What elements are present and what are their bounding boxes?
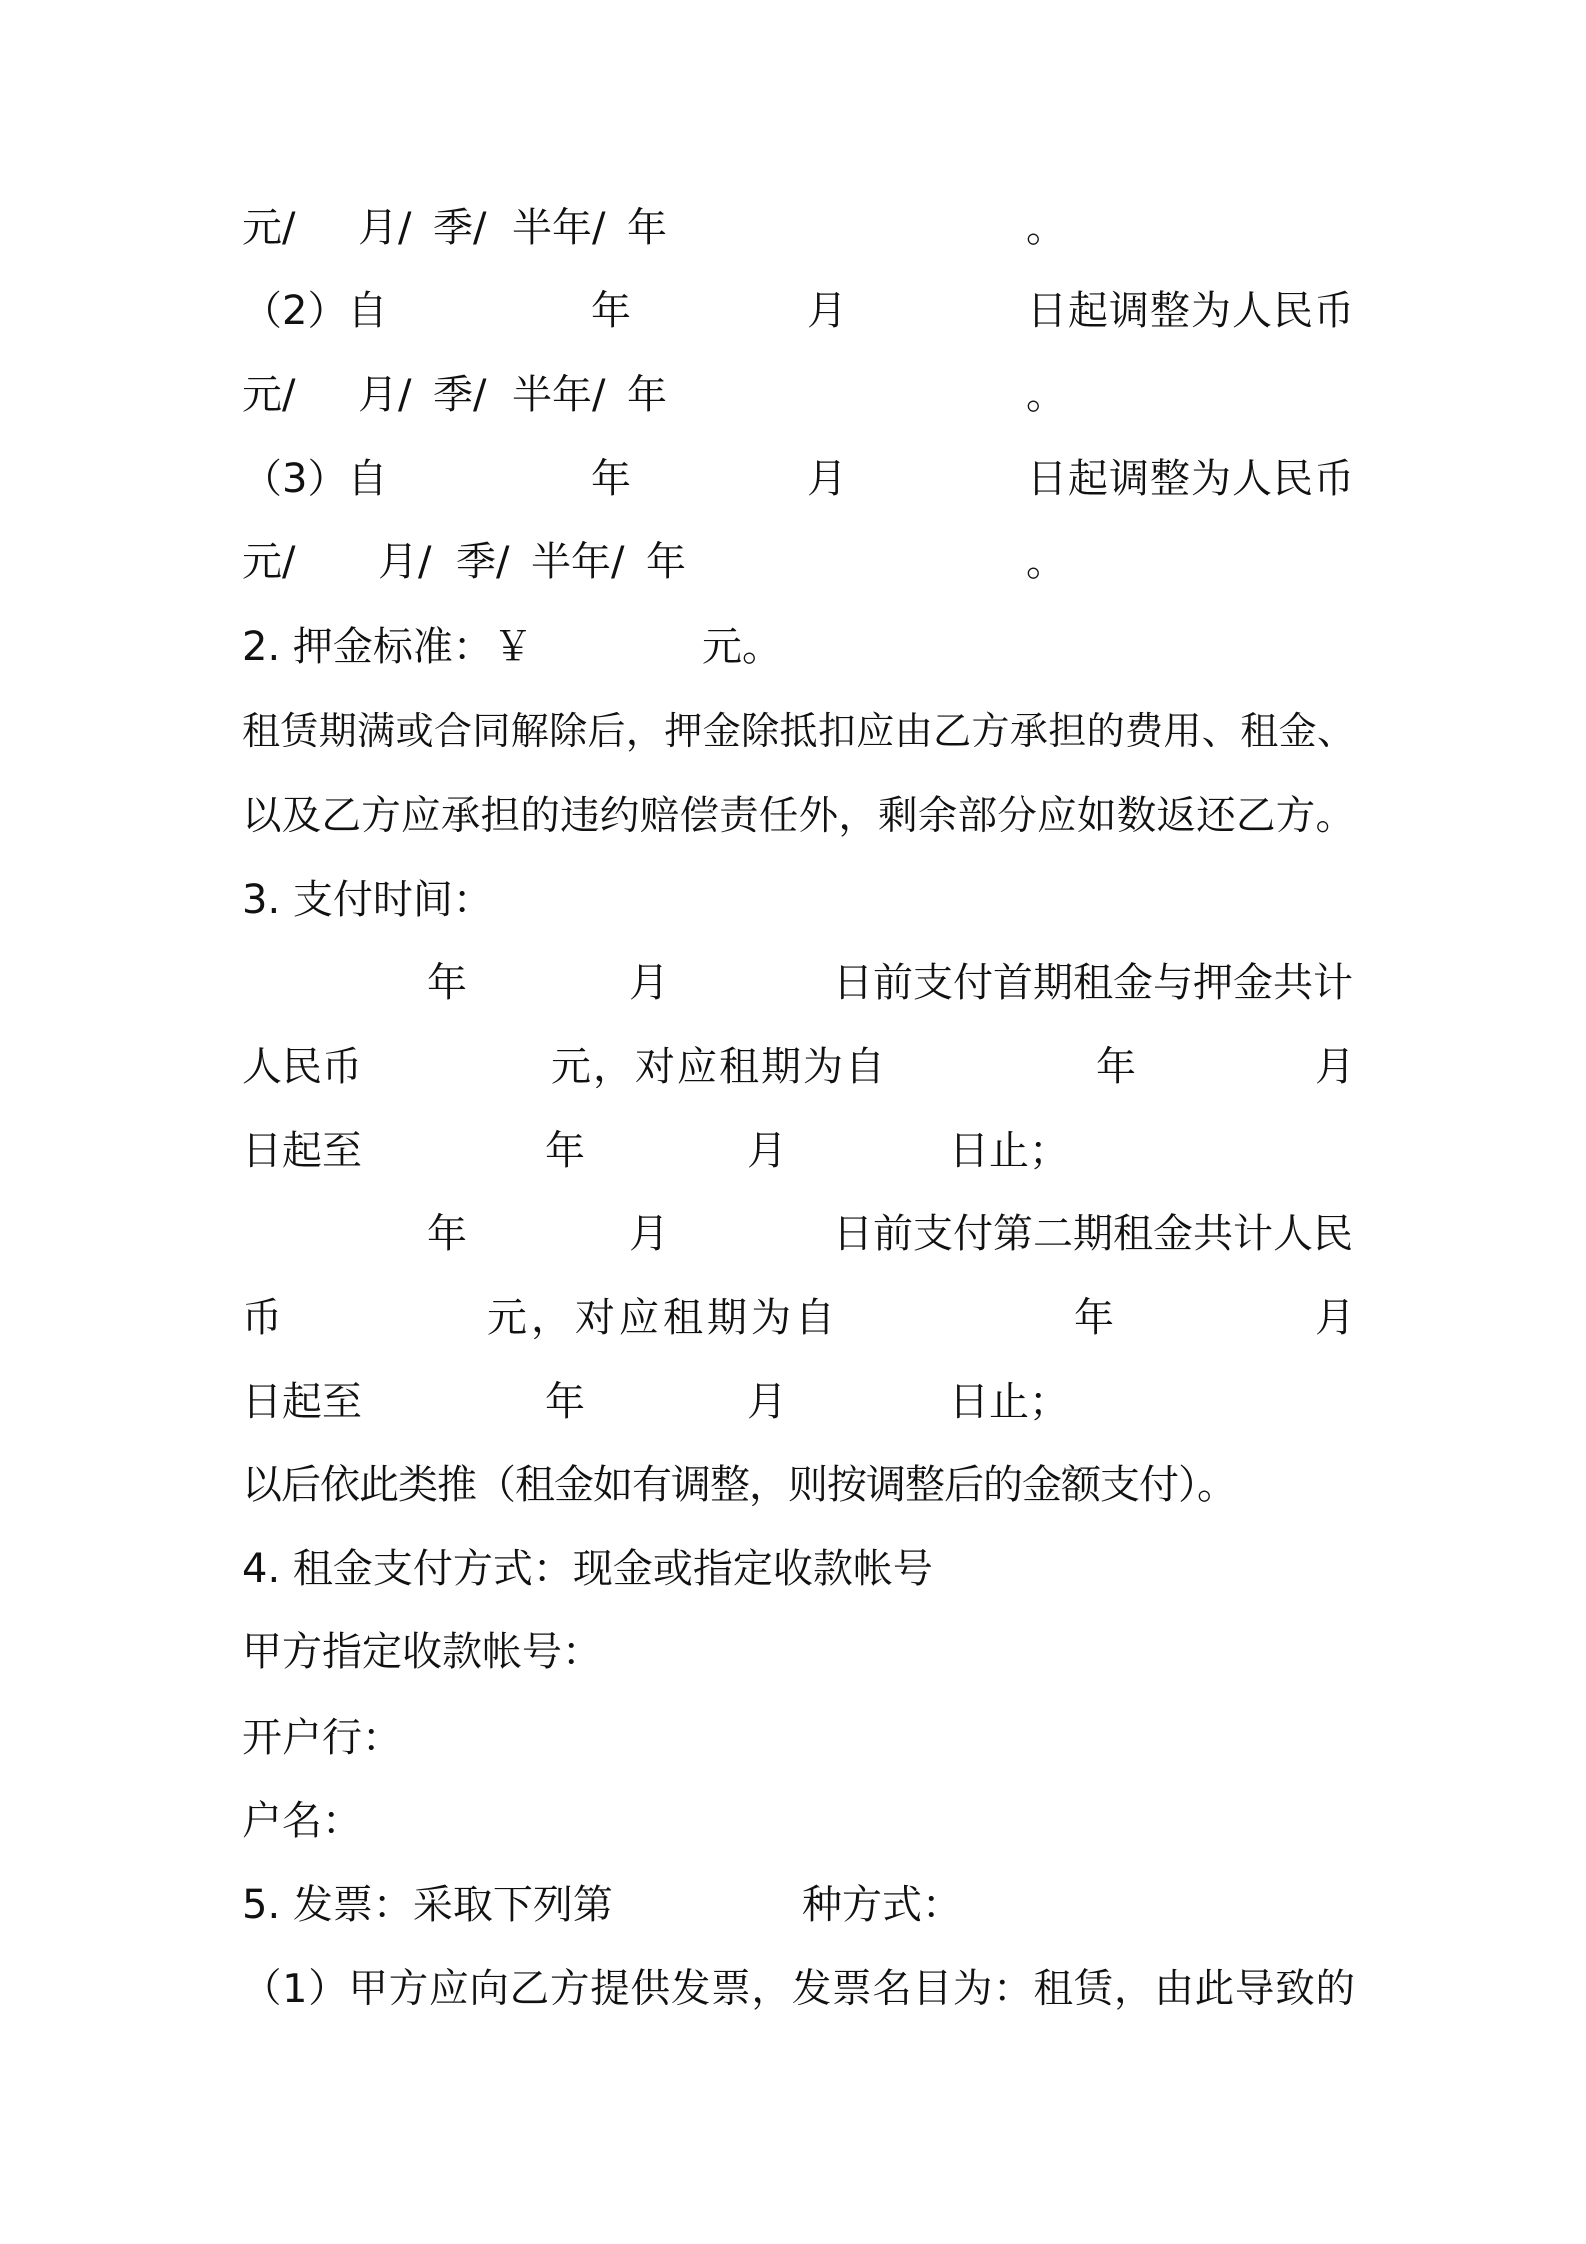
deposit-refund-text-2: 以及乙方应承担的违约赔偿责任外，剩余部分应如数返还乙方。 (242, 793, 1355, 839)
unit-yuan: 元/ (242, 539, 296, 585)
unit-half-year: 半年/ (512, 205, 606, 251)
first-period-line-3 (0, 1127, 1586, 1175)
unit-half-year: 半年/ (531, 539, 625, 585)
second-period-until-text: 日起至 (242, 1379, 362, 1425)
sentence-end-mark: 。 (1026, 539, 1066, 585)
payment-note-line (0, 1461, 1586, 1509)
account-label: 甲方指定收款帐号： (242, 1629, 602, 1675)
invoice-heading: 5. 发票：采取下列第 (242, 1882, 613, 1928)
item-3-month: 月 (807, 456, 847, 502)
second-period-year: 年 (427, 1211, 467, 1257)
item-2-label: （2）自 (242, 288, 388, 334)
second-period-line-2 (0, 1294, 1586, 1342)
deposit-refund-text-1: 租赁期满或合同解除后，押金除抵扣应由乙方承担的费用、租金、 (242, 709, 1355, 753)
invoice-option-1: （1）甲方应向乙方提供发票，发票名目为：租赁，由此导致的 (242, 1966, 1355, 2012)
first-period-line-2 (0, 1043, 1586, 1091)
rent-adjust-units-line-3 (0, 538, 1586, 586)
second-period-term-text: 元，对应租期为自 (487, 1295, 839, 1341)
rent-adjust-units-line-2 (0, 371, 1586, 419)
item-3-adjust-text: 日起调整为人民币 (1027, 456, 1355, 502)
second-period-currency: 币 (242, 1295, 282, 1341)
item-2-year: 年 (591, 288, 631, 334)
first-period-end-month: 月 (747, 1128, 787, 1174)
first-period-year: 年 (427, 960, 467, 1006)
account-name-label-line (0, 1797, 1586, 1845)
unit-quarter: 季/ (433, 205, 487, 251)
first-period-start-month: 月 (1315, 1044, 1355, 1090)
first-period-text: 日前支付首期租金与押金共计 (833, 960, 1353, 1006)
unit-month: 月/ (358, 372, 412, 418)
first-period-end-day: 日止； (949, 1128, 1069, 1174)
unit-month: 月/ (358, 205, 412, 251)
second-period-month: 月 (629, 1211, 669, 1257)
deposit-refund-line-2 (0, 792, 1586, 840)
sentence-end-mark: 。 (1026, 205, 1066, 251)
first-period-term-text: 元，对应租期为自 (551, 1044, 887, 1090)
unit-yuan: 元/ (242, 205, 296, 251)
rent-adjust-item-2 (0, 287, 1586, 335)
second-period-end-year: 年 (545, 1379, 585, 1425)
first-period-currency: 人民币 (242, 1044, 362, 1090)
unit-quarter: 季/ (433, 372, 487, 418)
payment-note: 以后依此类推（租金如有调整，则按调整后的金额支付）。 (242, 1462, 1236, 1508)
item-3-year: 年 (591, 456, 631, 502)
second-period-line-3 (0, 1378, 1586, 1426)
item-2-month: 月 (807, 288, 847, 334)
bank-label-line (0, 1714, 1586, 1762)
second-period-line-1 (0, 1210, 1586, 1258)
unit-month: 月/ (378, 539, 432, 585)
unit-half-year: 半年/ (512, 372, 606, 418)
invoice-heading-line (0, 1881, 1586, 1929)
item-2-adjust-text: 日起调整为人民币 (1027, 288, 1355, 334)
second-period-start-year: 年 (1074, 1295, 1114, 1341)
payment-time-heading-line (0, 876, 1586, 924)
rent-adjust-item-3 (0, 455, 1586, 503)
deposit-heading: 2. 押金标准：￥ (242, 624, 533, 670)
invoice-option-1-line (0, 1965, 1586, 2013)
unit-yuan: 元/ (242, 372, 296, 418)
payment-time-heading: 3. 支付时间： (242, 877, 493, 923)
first-period-until-text: 日起至 (242, 1128, 362, 1174)
bank-label: 开户行： (242, 1715, 402, 1761)
first-period-month: 月 (629, 960, 669, 1006)
unit-quarter: 季/ (456, 539, 510, 585)
second-period-start-month: 月 (1315, 1295, 1355, 1341)
sentence-end-mark: 。 (1026, 372, 1066, 418)
account-label-line (0, 1628, 1586, 1676)
payment-method-heading: 4. 租金支付方式：现金或指定收款帐号 (242, 1546, 933, 1592)
account-name-label: 户名： (242, 1798, 362, 1844)
unit-year: 年 (627, 205, 667, 251)
item-3-label: （3）自 (242, 456, 388, 502)
deposit-refund-line-1 (0, 707, 1586, 755)
unit-year: 年 (627, 372, 667, 418)
unit-year: 年 (646, 539, 686, 585)
second-period-text: 日前支付第二期租金共计人民 (833, 1211, 1353, 1257)
first-period-end-year: 年 (545, 1128, 585, 1174)
second-period-end-day: 日止； (949, 1379, 1069, 1425)
deposit-line (0, 623, 1586, 671)
rent-adjust-units-line-1 (0, 204, 1586, 252)
deposit-unit: 元。 (702, 624, 782, 670)
second-period-end-month: 月 (747, 1379, 787, 1425)
first-period-start-year: 年 (1096, 1044, 1136, 1090)
first-period-line-1 (0, 959, 1586, 1007)
payment-method-line (0, 1545, 1586, 1593)
invoice-heading-method: 种方式： (802, 1882, 962, 1928)
